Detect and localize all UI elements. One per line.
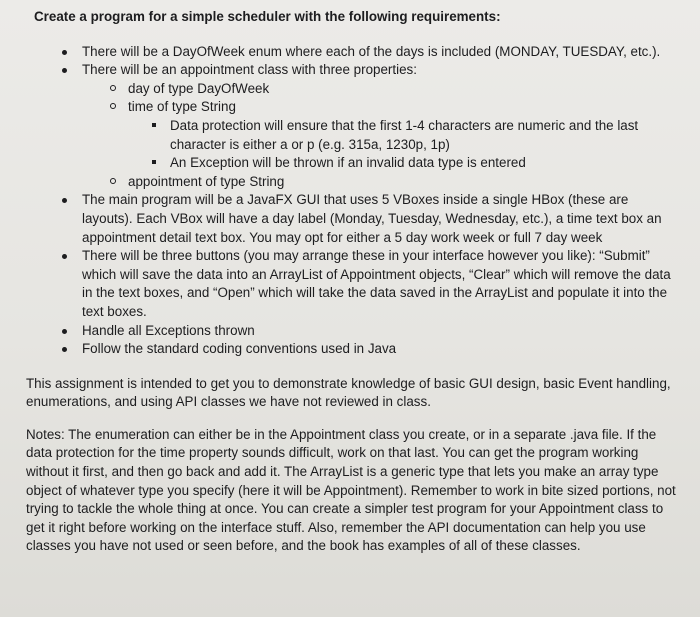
requirement-item: [26, 247, 682, 321]
time-details-list: [128, 117, 682, 173]
square-bullet-icon: [152, 123, 156, 127]
requirement-item: [26, 340, 682, 359]
requirement-item: [26, 61, 682, 191]
circle-bullet-icon: [110, 85, 116, 91]
purpose-paragraph: This assignment is intended to get you to demonstrate knowledge of basic GUI design, basic Event handling, enumerations, and using API classes we have not reviewed in class.: [26, 375, 671, 410]
requirement-text: There will be a DayOfWeek enum where each of the days is included (MONDAY, TUESDAY, etc.).: [82, 43, 661, 59]
square-bullet-icon: [152, 160, 156, 164]
requirement-text: Handle all Exceptions thrown: [82, 322, 255, 338]
bullet-icon: [62, 68, 67, 73]
requirement-text: There will be three buttons (you may arrange these in your interface however you like): “Submit” which will save the data into an ArrayList of Appointment objects, “Clear” which will remove the data in the text boxes, and “Open” which will take the data saved in the ArrayList and populate it into the text boxes.: [82, 248, 671, 319]
requirement-item: [26, 43, 682, 62]
assignment-heading: Create a program for a simple scheduler with the following requirements:: [34, 9, 501, 24]
requirement-item: [26, 191, 682, 247]
time-detail-text: An Exception will be thrown if an invalid data type is entered: [170, 155, 526, 171]
requirement-text: The main program will be a JavaFX GUI that uses 5 VBoxes inside a single HBox (these are layouts). Each VBox will have a day label (Monday, Tuesday, Wednesday, etc.), a time text box an appointment detail text box. You may opt for either a 5 day work week or full 7 day week: [82, 192, 662, 245]
circle-bullet-icon: [110, 103, 116, 109]
notes-paragraph: Notes: The enumeration can either be in the Appointment class you create, or in a separate .java file. If the data protection for the time property sounds difficult, work on that last. You can get the program working without it first, and then go back and add it. The ArrayList is a generic type that lets you make an array type object of whatever type you specify (here it will be Appointment). Remember to work in bite sized portions, not trying to tackle the whole thing at once. You can create a simpler test program for your Appointment class to get it right before working on the interface stuff. Also, remember the API documentation can help you use classes you have not used or seen before, and the book has examples of all of these classes.: [26, 426, 676, 554]
property-text: day of type DayOfWeek: [128, 80, 270, 96]
time-detail-item: [128, 154, 682, 173]
circle-bullet-icon: [110, 178, 116, 184]
time-detail-item: [128, 117, 682, 154]
requirement-text: There will be an appointment class with three properties:: [82, 62, 417, 78]
bullet-icon: [62, 254, 67, 259]
time-detail-text: Data protection will ensure that the first 1-4 characters are numeric and the last character is either a or p (e.g. 315a, 1230p, 1p): [170, 117, 639, 152]
requirements-list: [26, 43, 682, 359]
bullet-icon: [62, 347, 67, 352]
bullet-icon: [62, 50, 67, 55]
property-text: appointment of type String: [128, 173, 285, 189]
properties-list: [82, 80, 682, 192]
requirement-item: [26, 322, 682, 341]
property-item: [82, 80, 682, 99]
bullet-icon: [62, 198, 67, 203]
property-item: [82, 173, 682, 192]
requirement-text: Follow the standard coding conventions used in Java: [82, 341, 397, 357]
bullet-icon: [62, 329, 67, 334]
property-text: time of type String: [128, 99, 236, 115]
property-item: [82, 98, 682, 172]
